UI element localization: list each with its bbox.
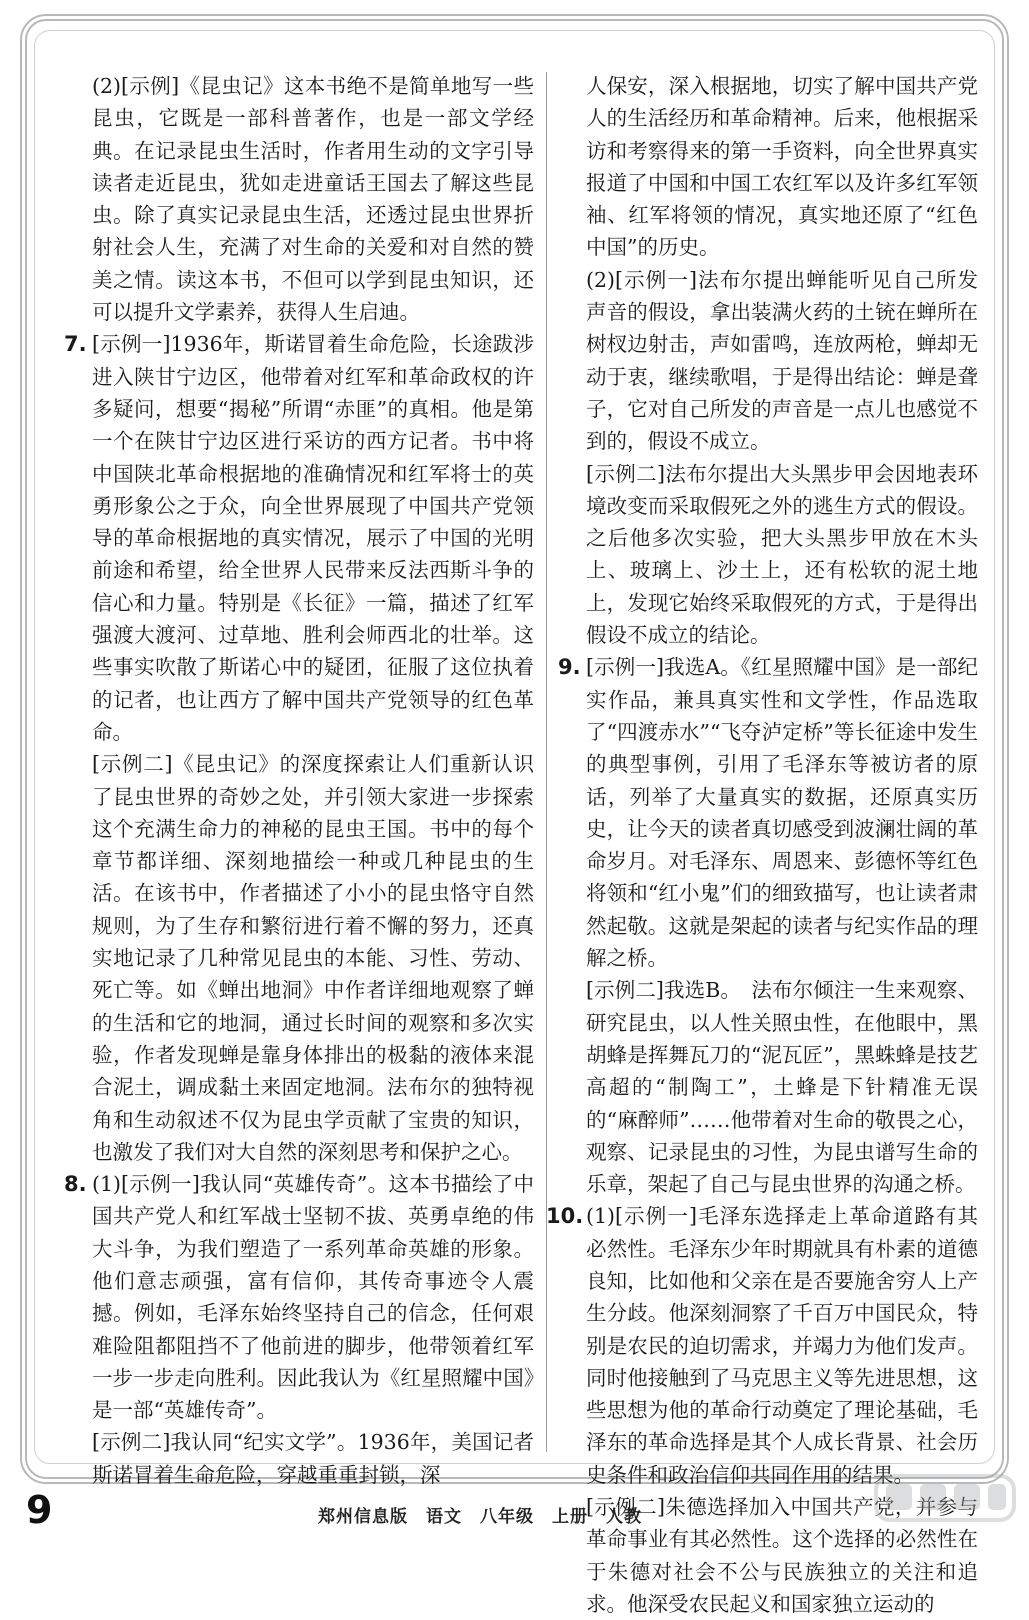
question-number-7: 7. — [64, 332, 87, 357]
answer-text: [示例一]我选A。《红星照耀中国》是一部纪实作品，兼具真实性和文学性，作品选取了“四渡赤水”“飞夺泸定桥”等长征途中发生的典型事例，引用了毛泽东等被访者的原话，列举了大量真实的数据，还原真实历史，让今天的读者真切感受到波澜壮阔的革命岁月。对毛泽东、周恩来、彭德怀等红色将领和“红小鬼”们的细致描写，也让读者肃然起敬。这就是架起的读者与纪实作品的理解之桥。 — [586, 655, 978, 971]
answer-text: [示例二]朱德选择加入中国共产党，并参与革命事业有其必然性。这个选择的必然性在于朱德对社会不公与民族独立的关注和追求。他深受农民起义和国家独立运动的 — [586, 1495, 978, 1616]
question-number-10: 10. — [546, 1204, 584, 1229]
answer-text: [示例二]我选B。 法布尔倾注一生来观察、研究昆虫，以人性关照虫性，在他眼中，黑胡蜂是挥舞瓦刀的“泥瓦匠”，黑蛛蜂是技艺高超的“制陶工”，土蜂是下针精准无误的“麻醉师”……他带着对生命的敬畏之心，观察、记录昆虫的习性，为昆虫谱写生命的乐章，架起了自己与昆虫世界的沟通之桥。 — [586, 978, 978, 1197]
answer-text: (1)[示例一]我认同“英雄传奇”。这本书描绘了中国共产党人和红军战士坚韧不拔、英勇卓绝的伟大斗争，为我们塑造了一系列革命英雄的形象。他们意志顽强，富有信仰，其传奇事迹令人震撼。例如，毛泽东始终坚持自己的信念，任何艰难险阻都阻挡不了他前进的脚步，他带领着红军一步一步走向胜利。因此我认为《红星照耀中国》是一部“英雄传奇”。 — [92, 1172, 534, 1423]
question-number-8: 8. — [64, 1172, 87, 1197]
answer-9-example-1 — [558, 651, 978, 974]
answer-text: [示例二]法布尔提出大头黑步甲会因地表环境改变而采取假死之外的逃生方式的假设。之后他多次实验，把大头黑步甲放在木头上、玻璃上、沙土上，还有松软的泥土地上，发现它始终采取假死的方式，于是得出假设不成立的结论。 — [586, 461, 978, 648]
answer-text: [示例二]我认同“纪实文学”。1936年，美国记者斯诺冒着生命危险，穿越重重封锁，深 — [92, 1430, 534, 1487]
answer-text: (2)[示例一]法布尔提出蝉能听见自己所发声音的假设，拿出装满火药的土铳在蝉所在树杈边射击，声如雷鸣，连放两枪，蝉却无动于衷，继续歌唱，于是得出结论：蝉是聋子，它对自己所发的声音是一点儿也感觉不到的，假设不成立。 — [586, 267, 978, 454]
answer-text: 人保安，深入根据地，切实了解中国共产党人的生活经历和革命精神。后来，他根据采访和考察得来的第一手资料，向全世界真实报道了中国和中国工农红军以及许多红军领袖、红军将领的情况，真实地还原了“红色中国”的历史。 — [586, 74, 978, 260]
answer-text: [示例二]《昆虫记》的深度探索让人们重新认识了昆虫世界的奇妙之处，并引领大家进一步探索这个充满生命力的神秘的昆虫王国。书中的每个章节都详细、深刻地描绘一种或几种昆虫的生活。在该书中，作者描述了小小的昆虫恪守自然规则，为了生存和繁衍进行着不懈的努力，还真实地记录了几种常见昆虫的本能、习性、劳动、死亡等。如《蝉出地洞》中作者详细地观察了蝉的生活和它的地洞，通过长时间的观察和多次实验，作者发现蝉是靠身体排出的极黏的液体来混合泥土，调成黏土来固定地洞。法布尔的独特视角和生动叙述不仅为昆虫学贡献了宝贵的知识，也激发了我们对大自然的深刻思考和保护之心。 — [92, 752, 534, 1164]
answer-10-part-1 — [546, 1200, 978, 1491]
answer-8-part-1 — [64, 1168, 534, 1426]
answer-8-part-2-example-2 — [558, 458, 978, 652]
question-number-9: 9. — [558, 655, 581, 680]
answer-text: (1)[示例一]毛泽东选择走上革命道路有其必然性。毛泽东少年时期就具有朴素的道德良知，比如他和父亲在是否要施舍穷人上产生分歧。他深刻洞察了千百万中国民众，特别是农民的迫切需求，并竭力为他们发声。同时他接触到了马克思主义等先进思想，这些思想为他的革命行动奠定了理论基础，毛泽东的革命选择是其个人成长背景、社会历史条件和政治信仰共同作用的结果。 — [586, 1204, 978, 1487]
answer-7-example-1 — [64, 328, 534, 748]
left-column — [64, 70, 534, 1491]
answer-text: (2)[示例]《昆虫记》这本书绝不是简单地写一些昆虫，它既是一部科普著作，也是一部文学经典。在记录昆虫生活时，作者用生动的文字引导读者走近昆虫，犹如走进童话王国去了解这些昆虫。除了真实记录昆虫生活，还透过昆虫世界折射社会人生，充满了对生命的关爱和对自然的赞美之情。读这本书，不但可以学到昆虫知识，还可以提升文学素养，获得人生启迪。 — [92, 74, 534, 325]
answer-9-example-2 — [558, 974, 978, 1200]
footer-edition-text: 郑州信息版 语文 八年级 上册 人教 — [318, 1507, 642, 1527]
answer-8-continued — [558, 70, 978, 264]
column-divider — [546, 72, 547, 1452]
right-column — [546, 70, 978, 1620]
page-number: 9 — [26, 1488, 53, 1532]
answer-7-example-2 — [64, 748, 534, 1168]
answer-6-part-2 — [64, 70, 534, 328]
answer-text: [示例一]1936年，斯诺冒着生命危险，长途跋涉进入陕甘宁边区，他带着对红军和革命政权的许多疑问，想要“揭秘”所谓“赤匪”的真相。他是第一个在陕甘宁边区进行采访的西方记者。书中将中国陕北革命根据地的准确情况和红军将士的英勇形象公之于众，向全世界展现了中国共产党领导的革命根据地的真实情况，展示了中国的光明前途和希望，给全世界人民带来反法西斯斗争的信心和力量。特别是《长征》一篇，描述了红军强渡大渡河、过草地、胜利会师西北的壮举。这些事实吹散了斯诺心中的疑团，征服了这位执着的记者，也让西方了解中国共产党领导的红色革命。 — [92, 332, 534, 744]
answer-8-part-2 — [558, 264, 978, 458]
watermark-logo-icon — [870, 1470, 1020, 1532]
answer-8-example-2 — [64, 1426, 534, 1491]
